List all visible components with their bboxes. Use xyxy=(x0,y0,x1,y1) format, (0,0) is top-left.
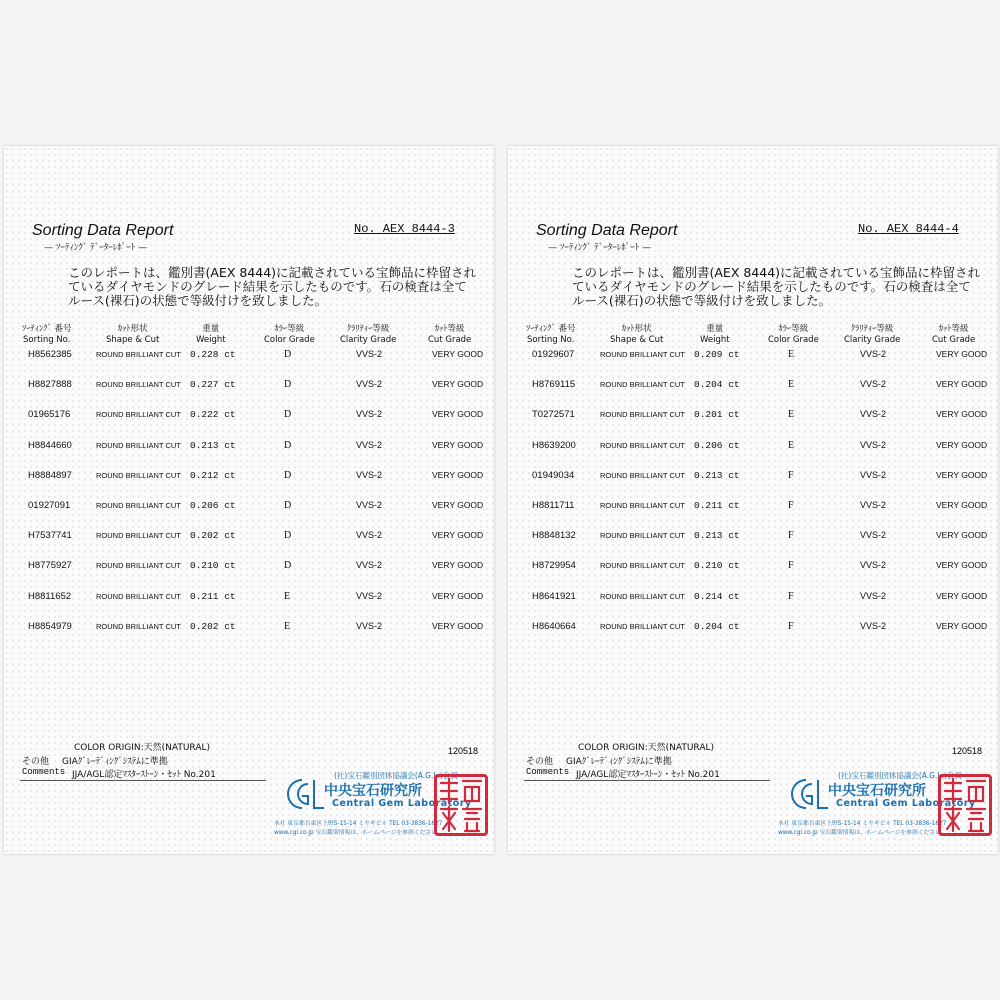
clarity-grade: VVS-2 xyxy=(356,530,383,541)
lab-name-jp: 中央宝石研究所 xyxy=(828,783,926,799)
issue-date: 120518 xyxy=(952,746,983,756)
color-grade: E xyxy=(788,349,795,360)
weight: 0.228 ct xyxy=(190,349,236,360)
header-cut-en: Cut Grade xyxy=(932,335,976,345)
color-grade: F xyxy=(788,530,794,542)
color-grade: F xyxy=(788,590,794,602)
clarity-grade: VVS-2 xyxy=(860,530,887,541)
clarity-grade: VVS-2 xyxy=(860,560,887,571)
color-grade: E xyxy=(788,379,795,391)
cut-grade: VERY GOOD xyxy=(936,590,988,601)
clarity-grade: VVS-2 xyxy=(356,439,383,450)
sorting-number: H8562385 xyxy=(28,349,72,360)
report-title: Sorting Data Report xyxy=(536,222,678,239)
cgl-logo-icon xyxy=(282,776,326,812)
shape-cut: ROUND BRILLIANT CUT xyxy=(600,531,685,541)
shape-cut: ROUND BRILLIANT CUT xyxy=(96,531,181,541)
cut-grade: VERY GOOD xyxy=(432,530,484,541)
weight: 0.209 ct xyxy=(694,349,740,360)
report-subtitle: — ｿｰﾃｨﾝｸﾞ ﾃﾞｰﾀｰﾚﾎﾟｰﾄ — xyxy=(548,243,652,253)
intro-line: ルース(裸石)の状態で等級付けを致しました。 xyxy=(68,293,328,308)
sorting-number: H8848132 xyxy=(532,530,576,542)
color-grade: D xyxy=(284,439,292,451)
clarity-grade: VVS-2 xyxy=(356,409,383,420)
header-sorting-jp: ｿｰﾃｨﾝｸﾞ 番号 xyxy=(22,324,72,334)
header-cut-jp: ｶｯﾄ等級 xyxy=(434,324,465,334)
lab-block xyxy=(274,770,472,840)
header-color-en: Color Grade xyxy=(264,335,315,345)
shape-cut: ROUND BRILLIANT CUT xyxy=(96,380,181,390)
weight: 0.227 ct xyxy=(190,379,236,391)
header-sorting-jp: ｿｰﾃｨﾝｸﾞ 番号 xyxy=(526,324,576,334)
shape-cut: ROUND BRILLIANT CUT xyxy=(600,561,685,571)
shape-cut: ROUND BRILLIANT CUT xyxy=(600,440,685,450)
header-cut xyxy=(932,324,975,346)
shape-cut: ROUND BRILLIANT CUT xyxy=(96,440,181,450)
header-clarity-en: Clarity Grade xyxy=(844,335,901,345)
lab-name-en: Central Gem Laboratory xyxy=(332,798,472,809)
cut-grade: VERY GOOD xyxy=(936,349,988,359)
weight: 0.214 ct xyxy=(694,590,740,602)
issue-date: 120518 xyxy=(448,746,479,756)
footer-master-line: JJA/AGL認定ﾏｽﾀｰｽﾄｰﾝ・ｾｯﾄ No.201 xyxy=(576,770,720,780)
color-grade: F xyxy=(788,500,794,511)
sorting-number: H8811652 xyxy=(28,590,72,602)
report-subtitle: — ｿｰﾃｨﾝｸﾞ ﾃﾞｰﾀｰﾚﾎﾟｰﾄ — xyxy=(44,243,148,253)
clarity-grade: VVS-2 xyxy=(860,469,887,480)
weight: 0.210 ct xyxy=(694,560,740,572)
footer-gia-line: GIAｸﾞﾚｰﾃﾞｨﾝｸﾞｼｽﾃﾑに準拠 xyxy=(566,757,672,767)
header-cut xyxy=(428,324,471,346)
table-row xyxy=(4,440,494,454)
color-grade: F xyxy=(788,469,794,481)
report-title: Sorting Data Report xyxy=(32,222,174,239)
header-color-jp: ｶﾗｰ等級 xyxy=(274,324,305,334)
footer-color-origin: COLOR ORIGIN:天然(NATURAL) xyxy=(74,743,211,753)
header-sorting-en: Sorting No. xyxy=(527,335,575,345)
header-clarity xyxy=(340,324,396,346)
cut-grade: VERY GOOD xyxy=(936,439,988,450)
shape-cut: ROUND BRILLIANT CUT xyxy=(600,410,685,420)
footer-underline xyxy=(524,780,770,781)
clarity-grade: VVS-2 xyxy=(356,560,383,571)
table-row xyxy=(508,591,998,605)
sorting-number: 01965176 xyxy=(28,409,71,421)
intro-line: ているダイヤモンドのグレード結果を示したものです。石の検査は全て xyxy=(572,279,971,294)
header-sorting-en: Sorting No. xyxy=(23,335,71,345)
intro-line: ているダイヤモンドのグレード結果を示したものです。石の検査は全て xyxy=(68,279,467,294)
header-weight-jp: 重量 xyxy=(706,324,724,334)
clarity-grade: VVS-2 xyxy=(356,500,383,510)
sorting-number: H8639200 xyxy=(532,439,576,451)
header-weight-en: Weight xyxy=(700,335,730,345)
color-grade: E xyxy=(284,590,291,602)
table-row xyxy=(4,560,494,574)
seal-stamp-icon xyxy=(434,774,488,836)
clarity-grade: VVS-2 xyxy=(356,590,383,601)
header-color-en: Color Grade xyxy=(768,335,819,345)
sorting-number: 01949034 xyxy=(532,469,575,481)
shape-cut: ROUND BRILLIANT CUT xyxy=(600,380,685,390)
header-shape xyxy=(106,324,159,346)
footer-master-line: JJA/AGL認定ﾏｽﾀｰｽﾄｰﾝ・ｾｯﾄ No.201 xyxy=(72,770,216,780)
footer-comments-label: Comments xyxy=(526,767,570,777)
footer-gia-line: GIAｸﾞﾚｰﾃﾞｨﾝｸﾞｼｽﾃﾑに準拠 xyxy=(62,757,168,767)
footer-other-label: その他 xyxy=(22,757,50,767)
lab-block xyxy=(778,770,976,840)
header-shape-en: Shape & Cut xyxy=(106,335,160,345)
sorting-number: H8844660 xyxy=(28,439,72,451)
header-weight-jp: 重量 xyxy=(202,324,220,334)
header-clarity xyxy=(844,324,900,346)
header-shape-en: Shape & Cut xyxy=(610,335,664,345)
cut-grade: VERY GOOD xyxy=(936,409,988,420)
clarity-grade: VVS-2 xyxy=(356,379,383,390)
table-row xyxy=(508,530,998,544)
footer-comments-label: Comments xyxy=(22,767,66,777)
table-row xyxy=(508,500,998,514)
table-row xyxy=(508,440,998,454)
cut-grade: VERY GOOD xyxy=(936,620,988,631)
sorting-number: H8827888 xyxy=(28,379,72,391)
sorting-number: H8854979 xyxy=(28,620,72,632)
weight: 0.201 ct xyxy=(694,409,740,421)
header-cut-jp: ｶｯﾄ等級 xyxy=(938,324,969,334)
color-grade: E xyxy=(788,409,795,421)
table-row xyxy=(508,621,998,635)
shape-cut: ROUND BRILLIANT CUT xyxy=(96,501,181,510)
table-row xyxy=(508,379,998,393)
report-sheet xyxy=(508,146,998,854)
weight: 0.211 ct xyxy=(694,500,740,511)
intro-text xyxy=(68,266,478,308)
weight: 0.211 ct xyxy=(190,590,236,602)
footer-underline xyxy=(20,780,266,781)
sorting-number: 01929607 xyxy=(532,349,575,360)
sorting-number: T0272571 xyxy=(532,409,575,421)
weight: 0.204 ct xyxy=(694,379,740,391)
color-grade: D xyxy=(284,469,292,481)
intro-line: ルース(裸石)の状態で等級付けを致しました。 xyxy=(572,293,832,308)
color-grade: E xyxy=(788,439,795,451)
weight: 0.213 ct xyxy=(190,439,236,451)
clarity-grade: VVS-2 xyxy=(860,590,887,601)
sorting-number: H8640664 xyxy=(532,620,576,632)
cut-grade: VERY GOOD xyxy=(936,379,988,390)
sorting-number: H8884897 xyxy=(28,469,72,481)
table-row xyxy=(4,349,494,363)
weight: 0.212 ct xyxy=(190,469,236,481)
header-shape xyxy=(610,324,663,346)
report-number: No. AEX 8444-3 xyxy=(354,222,455,236)
header-color-jp: ｶﾗｰ等級 xyxy=(778,324,809,334)
weight: 0.222 ct xyxy=(190,409,236,421)
cut-grade: VERY GOOD xyxy=(432,620,484,631)
cut-grade: VERY GOOD xyxy=(936,469,988,480)
table-row xyxy=(4,470,494,484)
lab-name-jp: 中央宝石研究所 xyxy=(324,783,422,799)
header-color xyxy=(264,324,315,346)
color-grade: D xyxy=(284,379,292,391)
intro-line: このレポートは、鑑別書(AEX 8444)に記載されている宝飾品に枠留され xyxy=(68,265,477,280)
header-clarity-en: Clarity Grade xyxy=(340,335,397,345)
table-row xyxy=(4,621,494,635)
color-grade: F xyxy=(788,560,794,572)
shape-cut: ROUND BRILLIANT CUT xyxy=(96,410,181,420)
color-grade: D xyxy=(284,560,292,572)
cut-grade: VERY GOOD xyxy=(936,530,988,541)
weight: 0.206 ct xyxy=(190,500,236,511)
shape-cut: ROUND BRILLIANT CUT xyxy=(96,350,181,359)
shape-cut: ROUND BRILLIANT CUT xyxy=(600,350,685,359)
lab-name-en: Central Gem Laboratory xyxy=(836,798,976,809)
footer-other-label: その他 xyxy=(526,757,554,767)
lab-web: www.cgl.co.jp 宝石鑑別情報は、ホームページを参照ください。 xyxy=(274,830,443,836)
cut-grade: VERY GOOD xyxy=(936,560,988,571)
lab-address: 本社 東京都台東区上野5-15-14 ミヤギビル TEL 03-3836-1627 xyxy=(778,821,947,827)
table-row xyxy=(508,470,998,484)
weight: 0.213 ct xyxy=(694,530,740,542)
seal-stamp-icon xyxy=(938,774,992,836)
header-weight-en: Weight xyxy=(196,335,226,345)
header-clarity-jp: ｸﾗﾘﾃｨｰ等級 xyxy=(850,324,894,334)
shape-cut: ROUND BRILLIANT CUT xyxy=(96,591,181,601)
intro-line: このレポートは、鑑別書(AEX 8444)に記載されている宝飾品に枠留され xyxy=(572,265,981,280)
header-clarity-jp: ｸﾗﾘﾃｨｰ等級 xyxy=(346,324,390,334)
clarity-grade: VVS-2 xyxy=(356,620,383,631)
footer-color-origin: COLOR ORIGIN:天然(NATURAL) xyxy=(578,743,715,753)
shape-cut: ROUND BRILLIANT CUT xyxy=(96,621,181,631)
header-weight xyxy=(196,324,226,346)
shape-cut: ROUND BRILLIANT CUT xyxy=(600,621,685,631)
header-sorting xyxy=(22,324,71,346)
cut-grade: VERY GOOD xyxy=(936,500,988,510)
weight: 0.206 ct xyxy=(694,439,740,451)
header-weight xyxy=(700,324,730,346)
clarity-grade: VVS-2 xyxy=(356,469,383,480)
clarity-grade: VVS-2 xyxy=(860,439,887,450)
clarity-grade: VVS-2 xyxy=(356,349,383,359)
table-row xyxy=(508,560,998,574)
cut-grade: VERY GOOD xyxy=(432,469,484,480)
sorting-number: H8775927 xyxy=(28,560,72,572)
weight: 0.204 ct xyxy=(694,620,740,632)
header-color xyxy=(768,324,819,346)
cut-grade: VERY GOOD xyxy=(432,439,484,450)
lab-address: 本社 東京都台東区上野5-15-14 ミヤギビル TEL 03-3836-1627 xyxy=(274,821,443,827)
cut-grade: VERY GOOD xyxy=(432,590,484,601)
intro-text xyxy=(572,266,982,308)
table-row xyxy=(508,409,998,423)
clarity-grade: VVS-2 xyxy=(860,379,887,390)
header-shape-jp: ｶｯﾄ形状 xyxy=(117,324,148,334)
shape-cut: ROUND BRILLIANT CUT xyxy=(600,470,685,480)
shape-cut: ROUND BRILLIANT CUT xyxy=(600,501,685,510)
sorting-number: H8729954 xyxy=(532,560,576,572)
clarity-grade: VVS-2 xyxy=(860,409,887,420)
color-grade: D xyxy=(284,349,292,360)
sorting-number: H8769115 xyxy=(532,379,576,391)
shape-cut: ROUND BRILLIANT CUT xyxy=(96,470,181,480)
shape-cut: ROUND BRILLIANT CUT xyxy=(96,561,181,571)
header-shape-jp: ｶｯﾄ形状 xyxy=(621,324,652,334)
clarity-grade: VVS-2 xyxy=(860,500,887,510)
sorting-number: H8811711 xyxy=(532,500,575,511)
weight: 0.210 ct xyxy=(190,560,236,572)
table-row xyxy=(508,349,998,363)
color-grade: D xyxy=(284,500,292,511)
cut-grade: VERY GOOD xyxy=(432,349,484,359)
header-cut-en: Cut Grade xyxy=(428,335,472,345)
weight: 0.202 ct xyxy=(190,620,236,632)
color-grade: E xyxy=(284,620,291,632)
color-grade: F xyxy=(788,620,794,632)
color-grade: D xyxy=(284,530,292,542)
table-row xyxy=(4,409,494,423)
report-number: No. AEX 8444-4 xyxy=(858,222,959,236)
clarity-grade: VVS-2 xyxy=(860,349,887,359)
table-row xyxy=(4,379,494,393)
color-grade: D xyxy=(284,409,292,421)
cgl-logo-icon xyxy=(786,776,830,812)
lab-association: (社)宝石鑑別団体協議会(A.G.L.)会員 xyxy=(334,771,458,780)
lab-web: www.cgl.co.jp 宝石鑑別情報は、ホームページを参照ください。 xyxy=(778,830,947,836)
lab-association: (社)宝石鑑別団体協議会(A.G.L.)会員 xyxy=(838,771,962,780)
clarity-grade: VVS-2 xyxy=(860,620,887,631)
header-sorting xyxy=(526,324,575,346)
cut-grade: VERY GOOD xyxy=(432,379,484,390)
shape-cut: ROUND BRILLIANT CUT xyxy=(600,591,685,601)
sorting-number: 01927091 xyxy=(28,500,71,511)
weight: 0.202 ct xyxy=(190,530,236,542)
sorting-number: H7537741 xyxy=(28,530,72,542)
cut-grade: VERY GOOD xyxy=(432,500,484,510)
table-row xyxy=(4,530,494,544)
table-row xyxy=(4,500,494,514)
table-row xyxy=(4,591,494,605)
weight: 0.213 ct xyxy=(694,469,740,481)
report-sheet xyxy=(4,146,494,854)
sorting-number: H8641921 xyxy=(532,590,576,602)
cut-grade: VERY GOOD xyxy=(432,560,484,571)
cut-grade: VERY GOOD xyxy=(432,409,484,420)
